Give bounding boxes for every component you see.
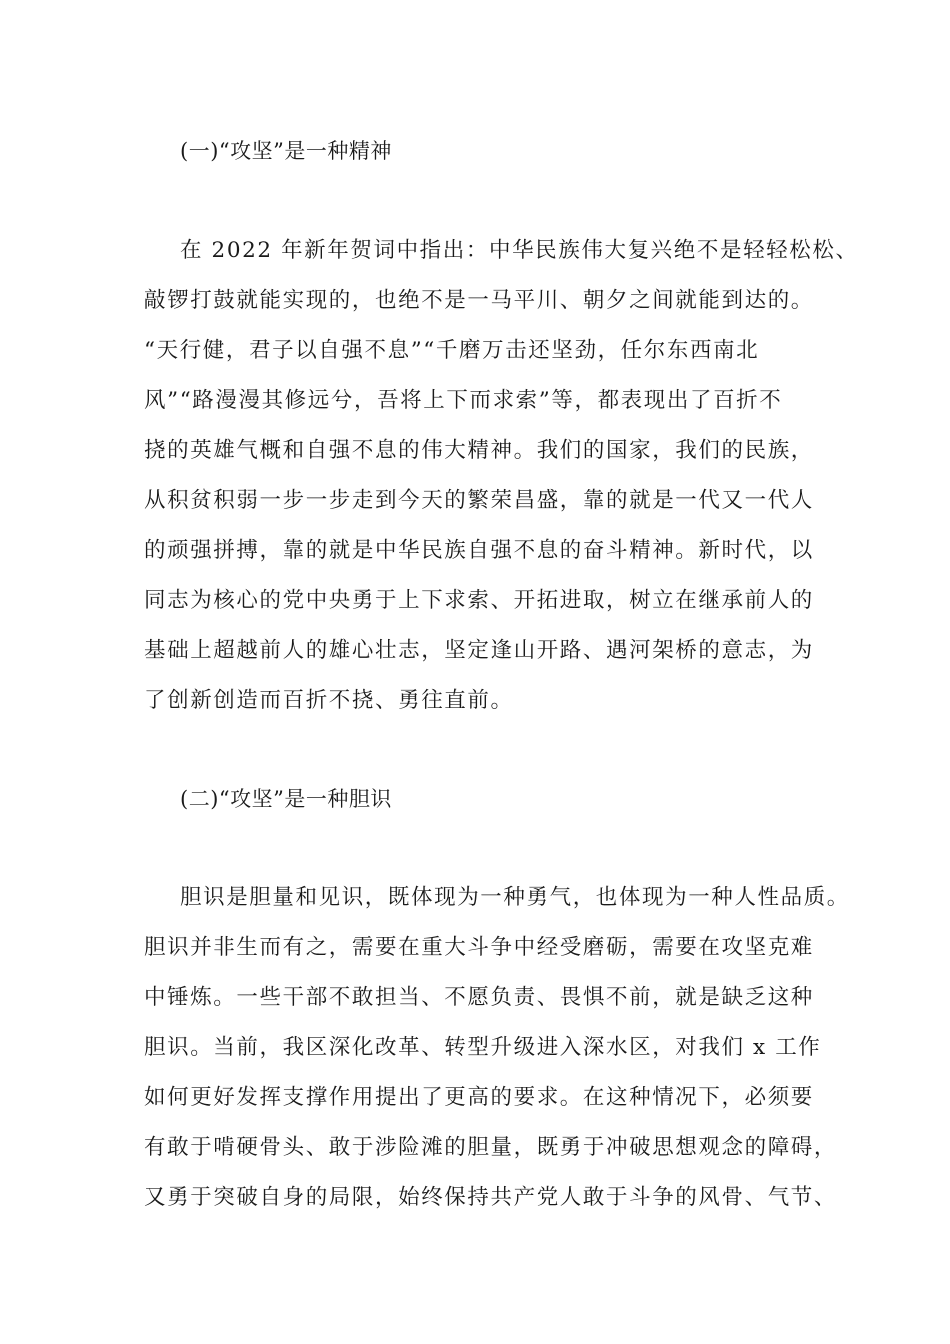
section-heading-1: (一)“攻坚”是一种精神 (180, 139, 392, 163)
paragraph-line: “天行健，君子以自强不息”“千磨万击还坚劲，任尔东西南北 (144, 338, 760, 363)
paragraph-line: 风”“路漫漫其修远兮，吾将上下而求索”等，都表现出了百折不 (144, 388, 783, 413)
paragraph-line: 挠的英雄气概和自强不息的伟大精神。我们的国家，我们的民族， (144, 438, 814, 463)
paragraph-line: 同志为核心的党中央勇于上下求索、开拓进取，树立在继承前人的 (144, 588, 814, 613)
paragraph-line: 胆识是胆量和见识，既体现为一种勇气，也体现为一种人性品质。 (180, 885, 850, 910)
paragraph-line: 了创新创造而百折不挠、勇往直前。 (144, 688, 514, 713)
paragraph-line: 胆识并非生而有之，需要在重大斗争中经受磨砺，需要在攻坚克难 (144, 935, 814, 960)
paragraph-line: 敲锣打鼓就能实现的，也绝不是一马平川、朝夕之间就能到达的。 (144, 288, 814, 313)
paragraph-line: 有敢于啃硬骨头、敢于涉险滩的胆量，既勇于冲破思想观念的障碍， (144, 1135, 838, 1160)
paragraph-line: 的顽强拼搏，靠的就是中华民族自强不息的奋斗精神。新时代，以 (144, 538, 814, 563)
paragraph-line: 中锤炼。一些干部不敢担当、不愿负责、畏惧不前，就是缺乏这种 (144, 985, 814, 1010)
section-heading-2: (二)“攻坚”是一种胆识 (180, 787, 392, 811)
paragraph-line: 基础上超越前人的雄心壮志，坚定逢山开路、遇河架桥的意志，为 (144, 638, 814, 663)
paragraph-line: 从积贫积弱一步一步走到今天的繁荣昌盛，靠的就是一代又一代人 (144, 488, 814, 513)
paragraph-line: 在 2022 年新年贺词中指出：中华民族伟大复兴绝不是轻轻松松、 (180, 238, 859, 263)
paragraph-line: 如何更好发挥支撑作用提出了更高的要求。在这种情况下，必须要 (144, 1085, 814, 1110)
paragraph-line: 胆识。当前，我区深化改革、转型升级进入深水区，对我们 x 工作 (144, 1035, 822, 1060)
paragraph-line: 又勇于突破自身的局限，始终保持共产党人敢于斗争的风骨、气节、 (144, 1185, 838, 1210)
